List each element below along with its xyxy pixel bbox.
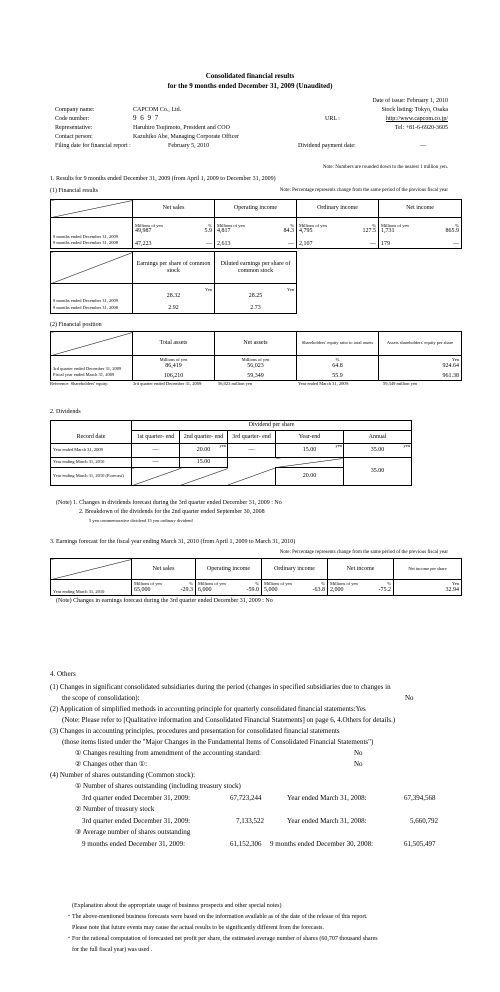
dividend-per-share-header: Dividend per share <box>132 421 412 431</box>
table-cell: 28.25 <box>248 292 263 299</box>
table-cell: 5,000 <box>264 586 278 593</box>
table-cell: — <box>370 240 376 247</box>
record-date-header: Record date <box>51 431 132 444</box>
diluted-eps-header: Diluted earnings per share of common stock <box>215 252 297 284</box>
table-cell: — <box>248 447 255 454</box>
others-item-2-note: (Note: Please refer to [Qualitative information and Consolidated Financial Statements] on page 6, 4.Others for details.) <box>62 716 396 724</box>
table-cell: 55.9 <box>332 372 343 379</box>
operating-income-header: Operating income <box>215 200 297 218</box>
table-cell: 2.73 <box>250 305 261 312</box>
explanation-line-4: for the full fiscal year) was used . <box>72 947 153 953</box>
table-cell: 56,023 <box>247 362 264 369</box>
table-cell: 64.8 <box>332 362 343 369</box>
contact-value: Kazuhiko Abe, Managing Corporate Officer <box>133 134 240 140</box>
table-cell: 35.00 <box>370 468 385 475</box>
treasury-q3-value: 7,133,522 <box>236 817 264 825</box>
total-assets-header: Total assets <box>133 332 215 356</box>
table-cell: 106,210 <box>163 372 184 379</box>
table-cell: — <box>206 240 212 247</box>
phone-number: Tel: +81-6-6920-3605 <box>394 125 448 131</box>
table-cell: 4,795 <box>299 228 313 235</box>
financial-position-subheading: (2) Financial position <box>50 322 102 328</box>
table-cell: 6,000 <box>198 586 212 593</box>
financial-results-subheading: (1) Financial results <box>50 188 98 194</box>
financial-results-note: Note: Percentage represents change from the same period of the previous fiscal year <box>279 188 448 193</box>
pct-label: % <box>387 580 391 586</box>
others-item-3b-value: No <box>354 760 363 768</box>
forecast-table <box>50 558 462 596</box>
unit-label: Millions of yen <box>241 357 270 363</box>
table-cell: — <box>288 240 294 247</box>
pct-label: % <box>208 222 212 228</box>
average-shares-heading: ③ Average number of shares outstanding <box>75 828 191 836</box>
company-name-label: Company name: <box>55 107 95 113</box>
average-prev-label: 9 months ended December 30, 2008: <box>270 840 374 848</box>
explanation-title: (Explanation about the appropriate usage of business prospects and other special notes) <box>72 903 282 909</box>
table-cell: 2,613 <box>217 240 231 247</box>
shares-outstanding-heading: ① Number of shares outstanding (including treasury stock) <box>75 782 241 790</box>
table-cell: 127.5 <box>362 228 376 235</box>
reference-fy: Year ended March 31, 2009: <box>298 381 350 386</box>
table-cell: 49,987 <box>135 228 152 235</box>
unit-label: Millions of yen <box>217 222 245 228</box>
explanation-line-2: Please note that future events may cause the actual results to be significantly different from the forecasts. <box>72 925 324 931</box>
dividend-note-1: (Note) 1. Changes in dividends forecast during the 3rd quarter ended December 31, 2009 : No <box>56 500 282 506</box>
equity-per-share-header: Assets shareholders' equity per share <box>379 332 462 356</box>
unit-label: Yen <box>451 357 459 363</box>
yen-unit: Yen <box>204 287 212 293</box>
issue-date: Date of issue: February 1, 2010 <box>372 98 448 104</box>
pct-label: % <box>189 580 193 586</box>
table-cell: -29.3 <box>180 586 193 593</box>
equity-ratio-header: Shareholders' equity ratio to total assets <box>297 332 379 356</box>
doc-title: Consolidated financial results <box>205 72 295 80</box>
table-corner-diagonal <box>51 252 133 284</box>
table-row-label: 9 months ended December 31, 2009 <box>53 233 118 239</box>
forecast-note: Note: Percentage represents change from the same period of the previous fiscal year <box>279 550 448 555</box>
others-item-3: (3) Changes in accounting principles, procedures and presentation for consolidated financial statements <box>50 727 340 735</box>
explanation-line-3: ・For the rational computation of forecasted net profit per share, the estimated average number of shares (60,707 thousand shares <box>66 936 378 942</box>
table-row-label: Fiscal year ended March 31, 2009 <box>53 372 115 378</box>
dividend-note-2: 2. Breakdown of the dividends for the 2nd quarter ended September 30, 2008 <box>79 509 265 515</box>
reference-label: Reference: Shareholders' equity: <box>50 381 109 386</box>
treasury-fy-label: Year ended March 31, 2008: <box>287 817 367 825</box>
pct-label: % <box>455 222 459 228</box>
others-item-2: (2) Application of simplified methods in accounting principle for quarterly consolidated financial statements:Yes <box>50 705 366 713</box>
table-cell: 28.32 <box>166 292 181 299</box>
table-cell: 20.00 <box>302 473 317 480</box>
col-header-annual: Annual <box>344 431 412 444</box>
unit-label: % <box>335 357 340 363</box>
filing-date-label: Filing date for financial report : <box>55 143 131 149</box>
section1-heading: 1. Results for 9 months ended December 31, 2009 (from April 1, 2009 to December 31, 2009) <box>50 176 276 182</box>
table-cell: 2,107 <box>299 240 313 247</box>
others-item-3a-value: No <box>354 749 363 757</box>
col-header-q1: 1st quarter- end <box>132 431 180 444</box>
pct-label: % <box>290 222 294 228</box>
table-cell: 924.64 <box>442 362 459 369</box>
net-sales-header: Net sales <box>133 200 215 218</box>
code-number-value: 9 6 9 7 <box>133 114 160 122</box>
rounding-note: Note: Numbers are rounded down to the nearest 1 million yen. <box>322 165 448 170</box>
eps-header: Earnings per share of common stock <box>133 252 215 284</box>
table-cell: 2.92 <box>168 305 179 312</box>
table-cell: 32.94 <box>445 586 459 593</box>
shares-q3-label: 3rd quarter ended December 31, 2009: <box>82 794 191 802</box>
table-cell: 5.9 <box>204 228 212 235</box>
representative-label: Representative: <box>55 125 93 131</box>
unit-label: Millions of yen <box>135 222 163 228</box>
yen-unit: yen <box>219 443 226 448</box>
code-number-label: Code number: <box>55 116 90 122</box>
stock-listing: Stock listing: Tokyo, Osaka <box>381 107 448 113</box>
table-cell: 47,223 <box>135 240 152 247</box>
company-name-value: CAPCOM Co., Ltd. <box>133 107 182 113</box>
forecast-operating-income-header: Operating income <box>196 559 262 580</box>
others-item-1-cont: the scope of consolidation): <box>62 694 140 702</box>
filing-date-value: February 5, 2010 <box>168 143 210 149</box>
treasury-fy-value: 5,660,792 <box>410 817 438 825</box>
others-item-4: (4) Number of shares outstanding (Common stock): <box>50 771 196 779</box>
table-cell: 1,731 <box>381 228 395 235</box>
forecast-footnote: (Note) Changes in earnings forecast during the 3rd quarter ended December 31, 2009 : No <box>56 598 273 604</box>
table-row-label: Year ended March 31, 2009 <box>51 444 132 458</box>
pct-label: % <box>321 580 325 586</box>
ordinary-income-header: Ordinary income <box>297 200 379 218</box>
others-item-3b: ② Changes other than ①: <box>75 760 148 768</box>
forecast-ordinary-income-header: Ordinary income <box>262 559 328 580</box>
table-corner-diagonal <box>51 332 133 356</box>
shares-fy-value: 67,394,568 <box>404 794 436 802</box>
table-cell: 865.9 <box>445 228 459 235</box>
dividends-table <box>50 420 412 486</box>
yen-unit: yen <box>403 443 411 448</box>
table-cell: 15.00 <box>196 459 211 466</box>
unit-label: Millions of yen <box>299 222 327 228</box>
col-header-q2: 2nd quarter- end <box>180 431 228 444</box>
forecast-heading: 3. Earnings forecast for the fiscal year ending March 31, 2010 (from April 1, 2009 to March 31, 2010) <box>50 539 296 545</box>
col-header-year-end: Year-end <box>276 431 344 444</box>
reference-fy-value: 59,349 million yen <box>383 381 418 386</box>
dividend-payment-label: Dividend payment date: <box>298 143 356 149</box>
treasury-stock-heading: ② Number of treasury stock <box>75 805 155 813</box>
table-cell: — <box>152 459 159 466</box>
yen-unit: Yen <box>286 287 294 293</box>
table-row-label: 9 months ended December 31, 2009 <box>53 297 118 303</box>
explanation-line-1: ・The above-mentioned business forecasts were based on the information available as of the date of the release of this report. <box>66 914 368 920</box>
others-item-3a: ① Changes resulting from amendment of the accounting standard: <box>75 749 261 757</box>
table-cell: -75.2 <box>378 586 391 593</box>
table-row-label: Year ending March 31, 2010 <box>51 580 132 596</box>
average-q3-label: 9 months ended December 31, 2009: <box>82 840 186 848</box>
net-income-header: Net income <box>379 200 462 218</box>
table-corner-diagonal <box>51 559 132 580</box>
unit-label: Millions of yen <box>381 222 409 228</box>
table-cell: 2,000 <box>330 586 344 593</box>
table-row-label: Year ending March 31, 2010 <box>51 458 132 468</box>
table-cell: 65,000 <box>134 586 151 593</box>
table-row-label: 9 months ended December 31, 2008 <box>53 304 118 310</box>
table-row-label: Year ending March 31, 2010 (Forecast) <box>51 468 132 486</box>
doc-subtitle: for the 9 months ended December 31, 2009 (Unaudited) <box>167 82 333 90</box>
reference-q3-value: 56,023 million yen <box>218 381 253 386</box>
table-cell: 35.00 <box>370 447 385 454</box>
forecast-net-sales-header: Net sales <box>132 559 196 580</box>
average-prev-value: 61,505,497 <box>404 840 436 848</box>
pct-label: % <box>372 222 376 228</box>
table-cell: 179 <box>381 240 390 247</box>
table-row-label: 3rd quarter ended December 31, 2009 <box>53 365 122 371</box>
net-assets-header: Net assets <box>215 332 297 356</box>
table-row-label: 9 months ended December 31, 2008 <box>53 240 118 246</box>
unit-label: Millions of yen <box>134 580 162 586</box>
table-cell: 84.3 <box>283 228 294 235</box>
others-item-1-value: No <box>405 694 414 702</box>
financial-position-table <box>50 331 462 381</box>
shares-fy-label: Year ended March 31, 2008: <box>287 794 367 802</box>
table-cell: 4,817 <box>217 228 231 235</box>
forecast-net-income-header: Net income <box>328 559 394 580</box>
col-header-q3: 3rd quarter- end <box>228 431 276 444</box>
table-cell: 20.00 <box>196 447 211 454</box>
financial-results-table <box>50 199 462 249</box>
table-corner-diagonal <box>51 200 133 218</box>
others-heading: 4. Others <box>50 670 76 678</box>
table-cell: — <box>453 240 459 247</box>
table-cell: 86,419 <box>165 362 182 369</box>
yen-unit: yen <box>335 443 342 448</box>
forecast-eps-header: Net income per share <box>394 559 462 580</box>
table-cell: -59.0 <box>246 586 259 593</box>
unit-label: Millions of yen <box>198 580 226 586</box>
representative-value: Haruhiro Tsujimoto, President and COO <box>133 125 230 131</box>
yen-unit: Yen <box>451 580 459 586</box>
average-q3-value: 61,152,306 <box>230 840 262 848</box>
unit-label: Millions of yen <box>159 357 188 363</box>
company-url-link[interactable]: http://www.capcom.co.jp/ <box>385 116 448 122</box>
contact-label: Contact person: <box>55 134 93 140</box>
table-cell: 961.38 <box>442 372 459 379</box>
table-cell: 59,349 <box>247 372 264 379</box>
table-cell: -63.8 <box>312 586 325 593</box>
dividend-payment-value: — <box>420 143 426 149</box>
others-item-3-cont: (those items listed under the "Major Changes in the Fundamental Items of Consolidated Financial Statements") <box>62 738 374 746</box>
shares-q3-value: 67,723,244 <box>230 794 262 802</box>
url-label: URL : <box>325 116 340 122</box>
table-cell: — <box>152 447 159 454</box>
eps-table <box>50 251 297 314</box>
dividend-note-3: 5 yen commemorative dividend 15 yen ordinary dividend <box>89 518 193 523</box>
others-item-1: (1) Changes in significant consolidated subsidiaries during the period (changes in specified subsidiaries due to changes in <box>50 683 391 691</box>
unit-label: Millions of yen <box>330 580 358 586</box>
treasury-q3-label: 3rd quarter ended December 31, 2009: <box>82 817 191 825</box>
pct-label: % <box>255 580 259 586</box>
reference-q3: 3rd quarter ended December 31, 2009: <box>133 381 203 386</box>
unit-label: Millions of yen <box>264 580 292 586</box>
table-cell: 15.00 <box>302 447 317 454</box>
dividends-heading: 2. Dividends <box>50 409 81 415</box>
